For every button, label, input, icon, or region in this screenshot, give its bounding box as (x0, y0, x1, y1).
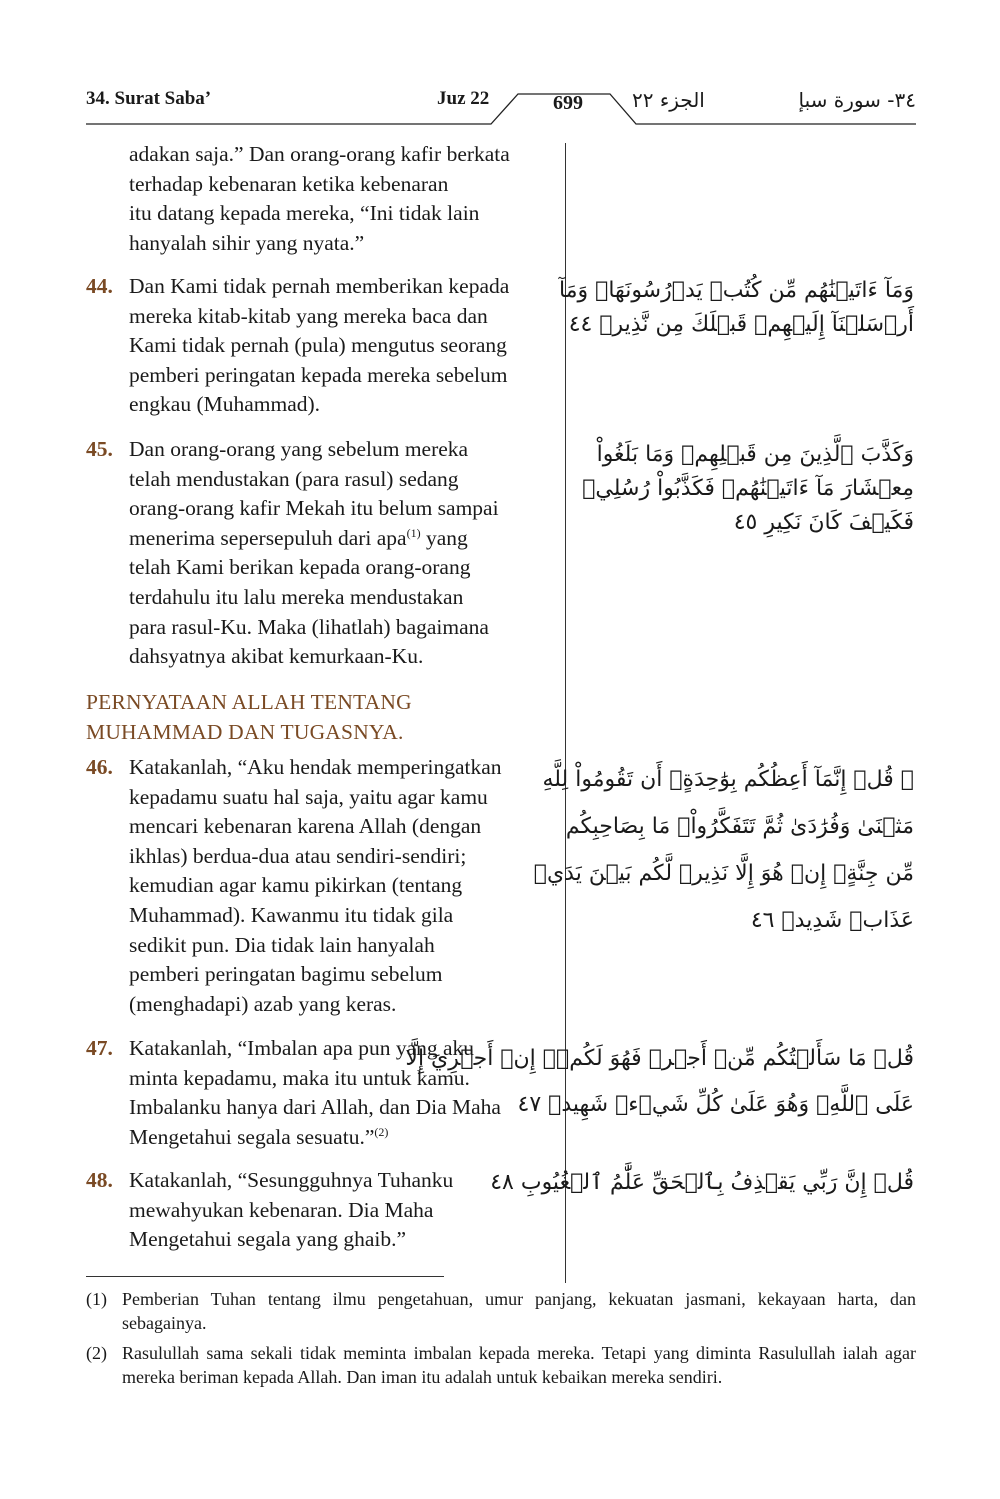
section-heading-line: MUHAMMAD DAN TUGASNYA. (86, 719, 404, 744)
verse-line-text: yang (420, 525, 468, 550)
footnote-ref-1[interactable]: (1) (406, 525, 421, 540)
verse-line: Katakanlah, “Aku hendak memperingatkan (129, 755, 502, 779)
verse-line: Dan Kami tidak pernah memberikan kepada (129, 274, 510, 298)
verse-line: terdahulu itu lalu mereka mendustakan (129, 584, 464, 609)
arabic-line: فَكَيۡفَ كَانَ نَكِيرِ ٤٥ (733, 510, 914, 535)
arabic-line: مِعۡشَارَ مَآ ءَاتَيۡنَٰهُمۡ فَكَذَّبُواْ رُسُلِيۖ (582, 476, 914, 501)
verse-44-arabic (559, 274, 914, 342)
arabic-line: وَمَآ ءَاتَيۡنَٰهُم مِّن كُتُبٖ يَدۡرُسُونَهَاۖ وَمَآ (559, 278, 914, 303)
verse-46-arabic (533, 756, 914, 944)
verse-line: pemberi peringatan bagimu sebelum (129, 962, 443, 987)
footnote-marker: (1) (86, 1289, 107, 1309)
verse-line-text: menerima sepersepuluh dari apa (129, 525, 407, 550)
verse-line: telah Kami berikan kepada orang-orang (129, 555, 471, 580)
juz-label-latin: Juz 22 (437, 88, 490, 109)
verse-line: mencari kebenaran karena Allah (dengan (129, 814, 482, 839)
page-number: 699 (553, 92, 583, 114)
verse-line: kepadamu suatu hal saja, yaitu agar kamu (129, 784, 488, 809)
verse-line: engkau (Muhammad). (129, 392, 321, 417)
verse-line: mereka kitab-kitab yang mereka baca dan (129, 303, 488, 328)
verse-45-arabic (582, 438, 914, 540)
arabic-line: وَكَذَّبَ ٱلَّذِينَ مِن قَبۡلِهِمۡ وَمَا بَلَغُواْ (596, 442, 914, 467)
verse-line: hanyalah sihir yang nyata.” (129, 230, 365, 255)
verse-line: adakan saja.” Dan orang-orang kafir berkata (129, 142, 510, 166)
page-header (86, 88, 916, 124)
verse-number: 47. (86, 1036, 113, 1060)
verse-line: mewahyukan kebenaran. Dia Maha (129, 1197, 434, 1222)
footnote-marker: (2) (86, 1343, 107, 1364)
verse-line: Katakanlah, “Imbalan apa pun yang aku (129, 1036, 475, 1060)
footnote-ref-2[interactable]: (2) (374, 1124, 389, 1139)
surah-title-arabic: ٣٤- سورة سبإ (798, 88, 916, 112)
verse-line: telah mendustakan (para rasul) sedang (129, 466, 459, 491)
verse-line: pemberi peringatan kepada mereka sebelum (129, 362, 508, 387)
verse-number: 44. (86, 274, 113, 298)
footnotes (86, 1288, 916, 1396)
verse-text (129, 435, 569, 672)
verse-line: Kami tidak pernah (pula) mengutus seorang (129, 333, 507, 358)
footnote-text: Pemberian Tuhan tentang ilmu pengetahuan, umur panjang, kekuatan jasmani, kekayaan harta, dan sebagainya. (122, 1289, 916, 1333)
footnote-2 (86, 1342, 916, 1389)
verse-text (129, 753, 569, 1019)
surah-title-latin: 34. Surat Saba’ (86, 88, 212, 109)
verse-line: terhadap kebenaran ketika kebenaran (129, 171, 449, 196)
verse-line: Dan orang-orang yang sebelum mereka (129, 437, 469, 461)
verse-line: kemudian agar kamu pikirkan (tentang (129, 873, 463, 898)
verse-number: 48. (86, 1168, 113, 1192)
verse-number: 45. (86, 437, 113, 461)
arabic-line: مِّن جِنَّةٍۚ إِنۡ هُوَ إِلَّا نَذِيرٞ لَّكُم بَيۡنَ يَدَيۡ (533, 861, 914, 886)
arabic-line: قُلۡ إِنَّ رَبِّي يَقۡذِفُ بِٱلۡحَقِّ عَلَّٰمُ ٱلۡغُيُوبِ ٤٨ (490, 1170, 914, 1195)
footnote-rule (86, 1276, 444, 1277)
verse-text (129, 272, 569, 420)
verse-line-text: Mengetahui segala sesuatu.” (129, 1124, 375, 1149)
verse-line: para rasul-Ku. Maka (lihatlah) bagaimana (129, 614, 489, 639)
verse-text (129, 140, 569, 258)
juz-label-arabic: الجزء ٢٢ (632, 88, 705, 112)
verse-line (129, 1123, 569, 1153)
verse-line: itu datang kepada mereka, “Ini tidak lain (129, 201, 480, 226)
arabic-line: ۞ قُلۡ إِنَّمَآ أَعِظُكُم بِوَٰحِدَةٍۖ أَن تَقُومُواْ لِلَّهِ (542, 767, 914, 792)
footnote-1 (86, 1288, 916, 1335)
verse-line: Imbalanku hanya dari Allah, dan Dia Maha (129, 1095, 501, 1120)
arabic-line: أَرۡسَلۡنَآ إِلَيۡهِمۡ قَبۡلَكَ مِن نَّذِيرٖ ٤٤ (568, 312, 914, 337)
verse-number: 46. (86, 755, 113, 779)
verse-line: dahsyatnya akibat kemurkaan-Ku. (129, 644, 424, 669)
verse-line: ikhlas) berdua-dua atau sendiri-sendiri; (129, 843, 467, 868)
section-heading-line: PERNYATAAN ALLAH TENTANG (86, 690, 412, 714)
verse-line: sedikit pun. Dia tidak lain hanyalah (129, 932, 435, 957)
arabic-line: عَلَى ٱللَّهِۖ وَهُوَ عَلَىٰ كُلِّ شَيۡءٖ شَهِيدٞ ٤٧ (517, 1092, 914, 1117)
arabic-line: قُلۡ مَا سَأَلۡتُكُم مِّنۡ أَجۡرٖ فَهُوَ لَكُمۡۖ إِنۡ أَجۡرِيَ إِلَّا (405, 1046, 914, 1071)
verse-line: (menghadapi) azab yang keras. (129, 991, 397, 1016)
verse-line: Muhammad). Kawanmu itu tidak gila (129, 902, 454, 927)
verse-line: Mengetahui segala yang ghaib.” (129, 1227, 407, 1252)
verse-line: orang-orang kafir Mekah itu belum sampai (129, 496, 499, 521)
section-heading (86, 688, 561, 747)
verse-line: Katakanlah, “Sesungguhnya Tuhanku (129, 1168, 454, 1192)
footnote-text: Rasulullah sama sekali tidak meminta imbalan kepada mereka. Tetapi yang diminta Rasulullah ialah agar mereka beriman kepada Allah. Dan iman itu adalah untuk kebaikan mereka sendiri. (122, 1343, 916, 1387)
verse-47-arabic (405, 1036, 914, 1128)
verse-line (129, 524, 569, 554)
verse-line: minta kepadamu, maka itu untuk kamu. (129, 1065, 470, 1090)
verse-48-arabic (490, 1166, 914, 1200)
arabic-line: مَثۡنَىٰ وَفُرَٰدَىٰ ثُمَّ تَتَفَكَّرُواْۚ مَا بِصَاحِبِكُم (565, 814, 914, 839)
arabic-line: عَذَابٖ شَدِيدٖ ٤٦ (750, 908, 914, 933)
